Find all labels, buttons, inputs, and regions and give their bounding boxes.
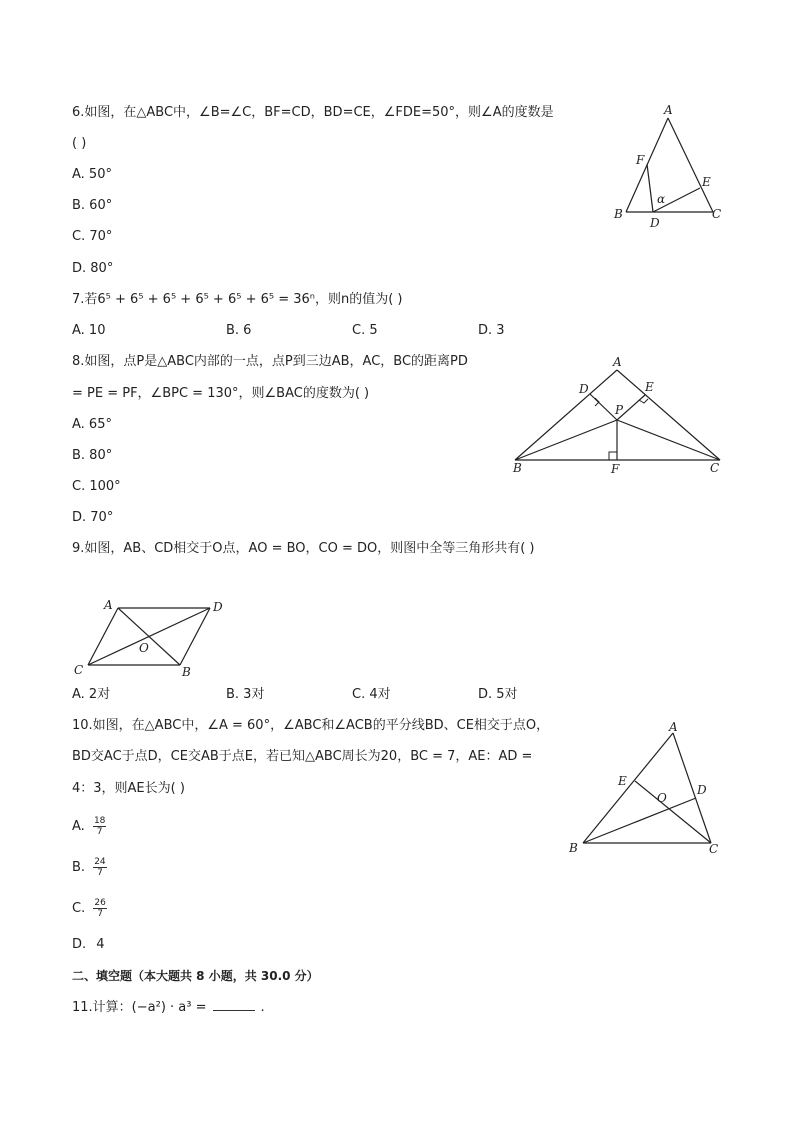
q6-option-a: A. 50°: [72, 167, 112, 182]
q6-stem: 6.如图，在△ABC中，∠B=∠C，BF=CD，BD=CE，∠FDE=50°，则∠A的度数是: [72, 105, 554, 120]
q8-option-c: C. 100°: [72, 479, 121, 494]
q11-row: [72, 998, 265, 1017]
q6-figure: [610, 100, 730, 230]
q6-label-f: F: [636, 153, 645, 167]
q10-option-c-letter: C.: [72, 901, 86, 916]
q6-option-c: C. 70°: [72, 229, 113, 244]
q10-option-a-letter: A.: [72, 819, 85, 834]
q8-label-e: E: [645, 380, 654, 394]
q8-label-c: C: [710, 461, 720, 475]
q6-label-a: A: [664, 103, 673, 117]
q10-label-c: C: [709, 842, 719, 856]
q8-stem-line1: 8.如图，点P是△ABC内部的一点，点P到三边AB，AC，BC的距离PD: [72, 354, 468, 369]
q11-suffix: .: [260, 1000, 265, 1015]
q9-option-c: C. 4对: [352, 687, 391, 702]
q11-prefix: 11.计算：(−a²) · a³ =: [72, 1000, 207, 1015]
q10-stem-line2: BD交AC于点D，CE交AB于点E，若已知△ABC周长为20，BC = 7，AE：AD =: [72, 749, 533, 764]
q10-figure: [565, 715, 735, 865]
q10-stem-line3: 4：3，则AE长为( ): [72, 781, 185, 796]
q8-option-a: A. 65°: [72, 417, 112, 432]
q9-label-o: O: [139, 641, 149, 655]
q10-option-b: [72, 857, 107, 878]
q10-label-o: O: [657, 791, 667, 805]
q9-stem: 9.如图，AB、CD相交于O点，AO = BO，CO = DO，则图中全等三角形共有( ): [72, 541, 535, 556]
q6-label-d: D: [650, 216, 660, 230]
q7-option-a: A. 10: [72, 323, 106, 338]
q10-option-b-fraction: $\frac{24}{7}$: [94, 857, 106, 878]
q10-label-e: E: [618, 774, 627, 788]
q7-option-c: C. 5: [352, 323, 378, 338]
q8-option-d: D. 70°: [72, 510, 114, 525]
q10-option-d-value: 4: [96, 937, 105, 952]
q6-label-b: B: [614, 207, 623, 221]
q7-option-d: D. 3: [478, 323, 505, 338]
q10-option-c: [72, 898, 107, 919]
q8-label-d: D: [579, 382, 589, 396]
q10-option-c-fraction: $\frac{26}{7}$: [94, 898, 106, 919]
section-heading-fill-blank: 二、填空题（本大题共 8 小题，共 30.0 分）: [72, 969, 319, 983]
q9-label-d: D: [213, 600, 223, 614]
q10-label-d: D: [697, 783, 707, 797]
q6-label-e: E: [702, 175, 711, 189]
q7-stem: 7.若6⁵ + 6⁵ + 6⁵ + 6⁵ + 6⁵ + 6⁵ = 36ⁿ，则n的值为( ): [72, 292, 403, 307]
q9-option-d: D. 5对: [478, 687, 518, 702]
q7-option-b: B. 6: [226, 323, 252, 338]
q9-option-b: B. 3对: [226, 687, 265, 702]
q9-figure: [70, 595, 230, 685]
q8-label-b: B: [513, 461, 522, 475]
q6-label-c: C: [712, 207, 722, 221]
q8-label-a: A: [613, 355, 622, 369]
q8-label-f: F: [611, 462, 620, 476]
q10-label-b: B: [569, 841, 578, 855]
q6-paren: ( ): [72, 136, 87, 151]
q11-answer-blank[interactable]: [213, 998, 255, 1011]
q10-option-a-fraction: $\frac{18}{7}$: [93, 816, 106, 837]
q6-option-d: D. 80°: [72, 261, 114, 276]
q10-option-d: [72, 936, 105, 954]
q8-figure: [505, 350, 735, 480]
q8-option-b: B. 80°: [72, 448, 113, 463]
q9-label-a: A: [104, 598, 113, 612]
q8-label-p: P: [615, 403, 624, 417]
q10-option-d-letter: D.: [72, 937, 87, 952]
q10-stem-line1: 10.如图，在△ABC中，∠A = 60°，∠ABC和∠ACB的平分线BD、CE相交于点O，: [72, 718, 550, 733]
q9-label-c: C: [74, 663, 84, 677]
q8-stem-line2: = PE = PF，∠BPC = 130°，则∠BAC的度数为( ): [72, 386, 370, 401]
q9-option-a: A. 2对: [72, 687, 111, 702]
q10-option-b-letter: B.: [72, 860, 86, 875]
q10-label-a: A: [669, 720, 678, 734]
q6-option-b: B. 60°: [72, 198, 113, 213]
q6-label-alpha: α: [657, 192, 666, 206]
q10-option-a: [72, 816, 106, 837]
q9-label-b: B: [182, 665, 191, 679]
